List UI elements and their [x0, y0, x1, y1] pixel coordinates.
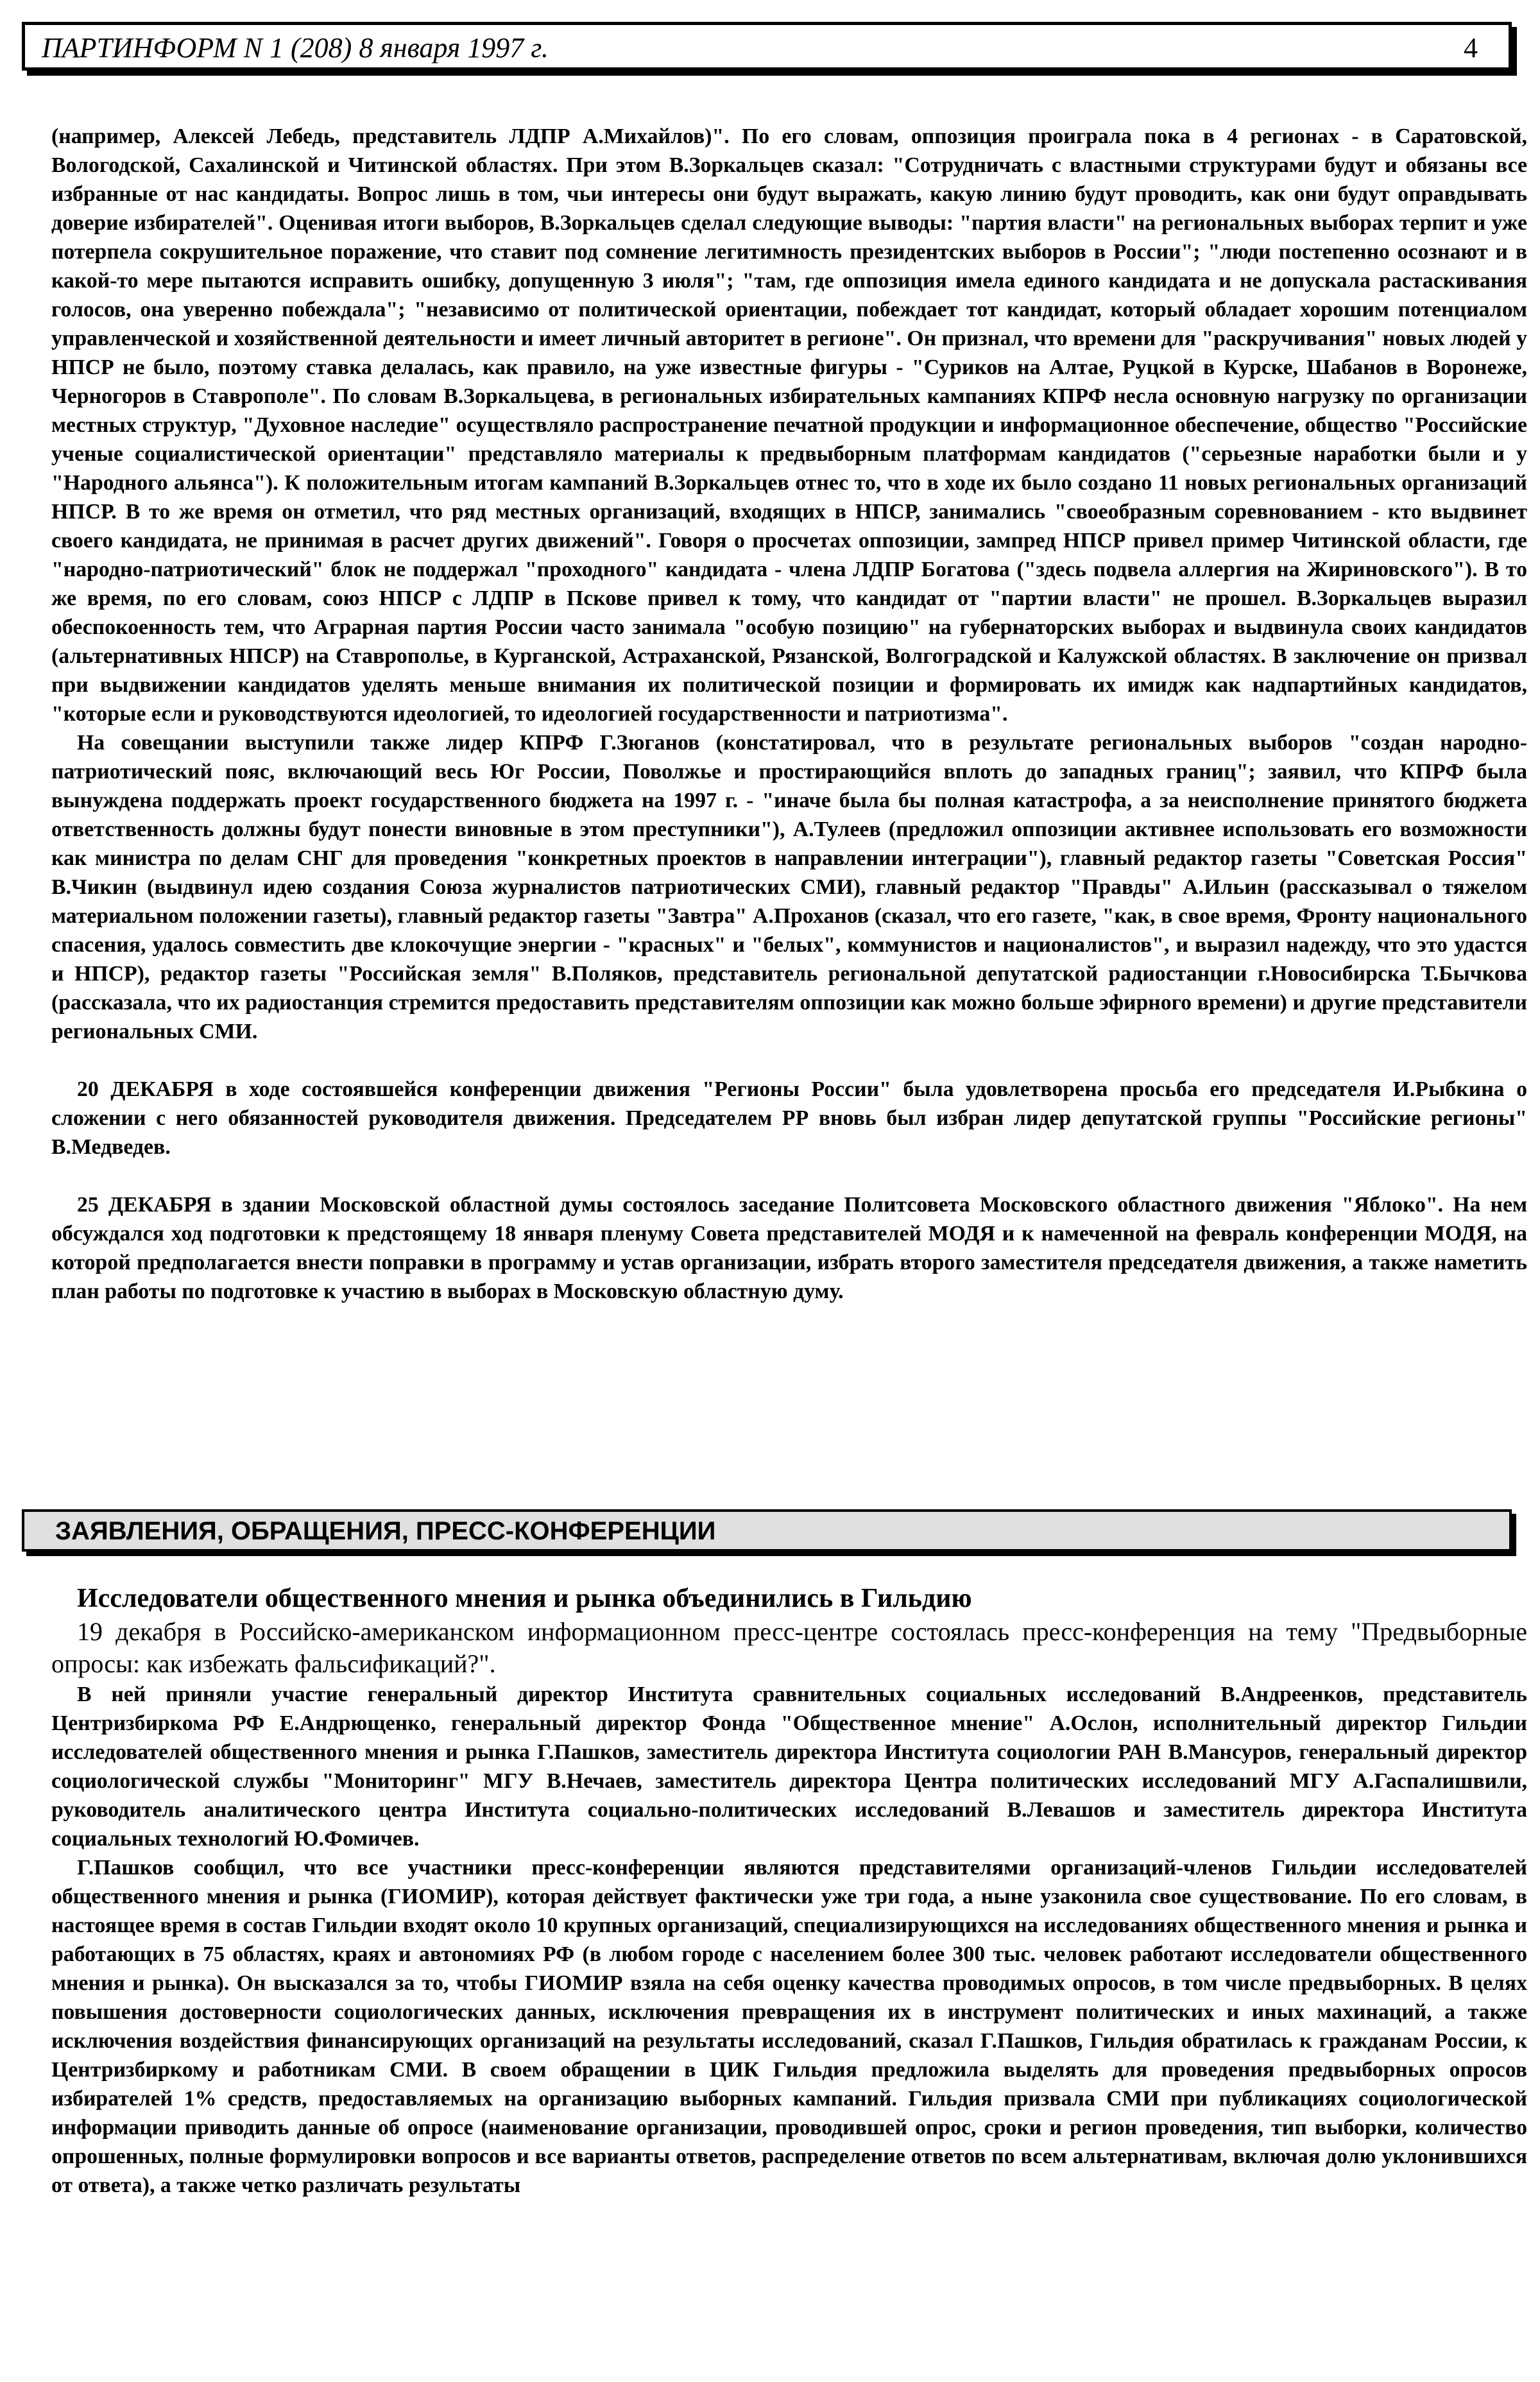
news-paragraph-meeting-speakers: На совещании выступили также лидер КПРФ Г.Зюганов (констатировал, что в результате региональных выборов "создан народно-патриотический пояс, включающий весь Юг России, Поволжье и простирающийся вплоть до западных границ"; заявил, что КПРФ была вынуждена поддержать проект государственного бюджета на 1997 г. - "иначе была бы полная катастрофа, а за неисполнение принятого бюджета ответственность должны будут понести виновные в этом преступники"), А.Тулеев (предложил оппозиции активнее использовать его возможности как министра по делам СНГ для проведения "конкретных проектов в направлении интеграции"), главный редактор газеты "Советская Россия" В.Чикин (выдвинул идею создания Союза журналистов патриотических СМИ), главный редактор "Правды" А.Ильин (рассказывал о тяжелом материальном положении газеты), главный редактор газеты "Завтра" А.Проханов (сказал, что его газете, "как, в свое время, Фронту национального спасения, удалось совместить две клокочущие энергии - "красных" и "белых", коммунистов и националистов", и выразил надежду, что это удастся и НПСР), редактор газеты "Российская земля" В.Поляков, представитель региональной депутатской радиостанции г.Новосибирска Т.Бычкова (рассказала, что их радиостанция стремится предоставить представителям оппозиции как можно больше эфирного времени) и другие представители региональных СМИ.	[51, 731, 1527, 1043]
article-headline: Исследователи общественного мнения и рынка объединились в Гильдию	[77, 1584, 972, 1613]
article-paragraph-pashkov: Г.Пашков сообщил, что все участники пресс-конференции являются представителями организаций-членов Гильдии исследователей общественного мнения и рынка (ГИОМИР), которая действует фактически уже три года, а ныне узаконила свое существование. По его словам, в настоящее время в состав Гильдии входят около 10 крупных организаций, специализирующихся на исследованиях общественного мнения и рынка и работающих в 75 областях, краях и автономиях РФ (в любом городе с населением более 300 тыс. человек работают исследователи общественного мнения и рынка). Он высказался за то, чтобы ГИОМИР взяла на себя оценку качества проводимых опросов, в том числе предвыборных. В целях повышения достоверности социологических данных, исключения превращения их в инструмент политических и иных махинаций, а также исключения воздействия финансирующих организаций на результаты исследований, сказал Г.Пашков, Гильдия обратилась к гражданам России, к Центризбиркому и работникам СМИ. В своем обращении в ЦИК Гильдия предложила выделять для проведения предвыборных опросов избирателей 1% средств, предоставляемых на организацию выборных кампаний. Гильдия призвала СМИ при публикациях социологической информации приводить данные об опросе (наименование организации, проводившей опрос, сроки и регион проведения, тип выборки, количество опрошенных, полные формулировки вопросов и все варианты ответов, распределение ответов по всем альтернативам, включая долю уклонившихся от ответа), а также четко различать результаты	[51, 1856, 1527, 2197]
page-number: 4	[1464, 32, 1478, 64]
paragraph-gap	[51, 1046, 1527, 1075]
section-header	[22, 1509, 1512, 1552]
publication-title: ПАРТИНФОРМ N 1 (208) 8 января 1997 г.	[42, 32, 549, 64]
section-title: ЗАЯВЛЕНИЯ, ОБРАЩЕНИЯ, ПРЕСС-КОНФЕРЕНЦИИ	[55, 1517, 716, 1545]
news-column	[51, 122, 1527, 1306]
page-header	[22, 22, 1512, 71]
paragraph-gap	[51, 1161, 1527, 1190]
news-paragraph-zorkaltsev: (например, Алексей Лебедь, представитель ЛДПР А.Михайлов)". По его словам, оппозиция проиграла пока в 4 регионах - в Саратовской, Вологодской, Сахалинской и Читинской областях. При этом В.Зоркальцев сказал: "Сотрудничать с властными структурами будут и обязаны все избранные от нас кандидаты. Вопрос лишь в том, чьи интересы они будут выражать, какую линию будут проводить, как они будут оправдывать доверие избирателей". Оценивая итоги выборов, В.Зоркальцев сделал следующие выводы: "партия власти" на региональных выборах терпит и уже потерпела сокрушительное поражение, что ставит под сомнение легитимность президентских выборов в России"; "люди постепенно осознают и в какой-то мере пытаются исправить ошибку, допущенную 3 июля"; "там, где оппозиция имела единого кандидата и не допускала растаскивания голосов, она уверенно побеждала"; "независимо от политической ориентации, побеждает тот кандидат, который обладает хорошим потенциалом управленческой и хозяйственной деятельности и имеет личный авторитет в регионе". Он признал, что времени для "раскручивания" новых людей у НПСР не было, поэтому ставка делалась, как правило, на уже известные фигуры - "Суриков на Алтае, Руцкой в Курске, Шабанов в Воронеже, Черногоров в Ставрополе". По словам В.Зоркальцева, в региональных избирательных кампаниях КПРФ несла основную нагрузку по организации местных структур, "Духовное наследие" осуществляло распространение печатной продукции и информационное обеспечение, общество "Российские ученые социалистической ориентации" представляло материалы к предвыборным платформам кандидатов ("серьезные наработки были и у "Народного альянса"). К положительным итогам кампаний В.Зоркальцев отнес то, что в ходе их было создано 11 новых региональных организаций НПСР. В то же время он отметил, что ряд местных организаций, входящих в НПСР, занимались "своеобразным соревнованием - кто выдвинет своего кандидата, не принимая в расчет других движений". Говоря о просчетах оппозиции, зампред НПСР привел пример Читинской области, где "народно-патриотический" блок не поддержал "проходного" кандидата - члена ЛДПР Богатова ("здесь подвела аллергия на Жириновского"). В то же время, по его словам, союз НПСР с ЛДПР в Пскове привел к тому, что кандидат от "партии власти" не прошел. В.Зоркальцев выразил обеспокоенность тем, что Аграрная партия России часто занимала "особую позицию" на губернаторских выборах и выдвинула своих кандидатов (альтернативных НПСР) на Ставрополье, в Курганской, Астраханской, Рязанской, Волгоградской и Калужской областях. В заключение он призвал при выдвижении кандидатов уделять меньше внимания их политической позиции и формировать их имидж как надпартийных кандидатов, "которые если и руководствуются идеологией, то идеологией государственности и патриотизма".	[51, 124, 1527, 726]
article	[51, 1581, 1527, 2200]
article-lede: 19 декабря в Российско-американском информационном пресс-центре состоялась пресс-конференция на тему "Предвыборные опросы: как избежать фальсификаций?".	[51, 1617, 1527, 1678]
newsletter-page	[22, 0, 1527, 2382]
article-paragraph-participants: В ней приняли участие генеральный директор Института сравнительных социальных исследований В.Андреенков, представитель Центризбиркома РФ Е.Андрющенко, генеральный директор Фонда "Общественное мнение" А.Ослон, исполнительный директор Гильдии исследователей общественного мнения и рынка Г.Пашков, заместитель директора Института социологии РАН В.Мансуров, генеральный директор социологической службы "Мониторинг" МГУ В.Нечаев, заместитель директора Центра политических исследований МГУ А.Гаспалишвили, руководитель аналитического центра Института социально-политических исследований В.Левашов и заместитель директора Института социальных технологий Ю.Фомичев.	[51, 1683, 1527, 1851]
news-paragraph-dec25: 25 ДЕКАБРЯ в здании Московской областной думы состоялось заседание Политсовета Московского областного движения "Яблоко". На нем обсуждался ход подготовки к предстоящему 18 января пленуму Совета представителей МОДЯ и к намеченной на февраль конференции МОДЯ, на которой предполагается внести поправки в программу и устав организации, избрать второго заместителя председателя движения, а также наметить план работы по подготовке к участию в выборах в Московскую областную думу.	[51, 1193, 1527, 1303]
news-paragraph-dec20: 20 ДЕКАБРЯ в ходе состоявшейся конференции движения "Регионы России" была удовлетворена просьба его председателя И.Рыбкина о сложении с него обязанностей руководителя движения. Председателем РР вновь был избран лидер депутатской группы "Российские регионы" В.Медведев.	[51, 1077, 1527, 1159]
